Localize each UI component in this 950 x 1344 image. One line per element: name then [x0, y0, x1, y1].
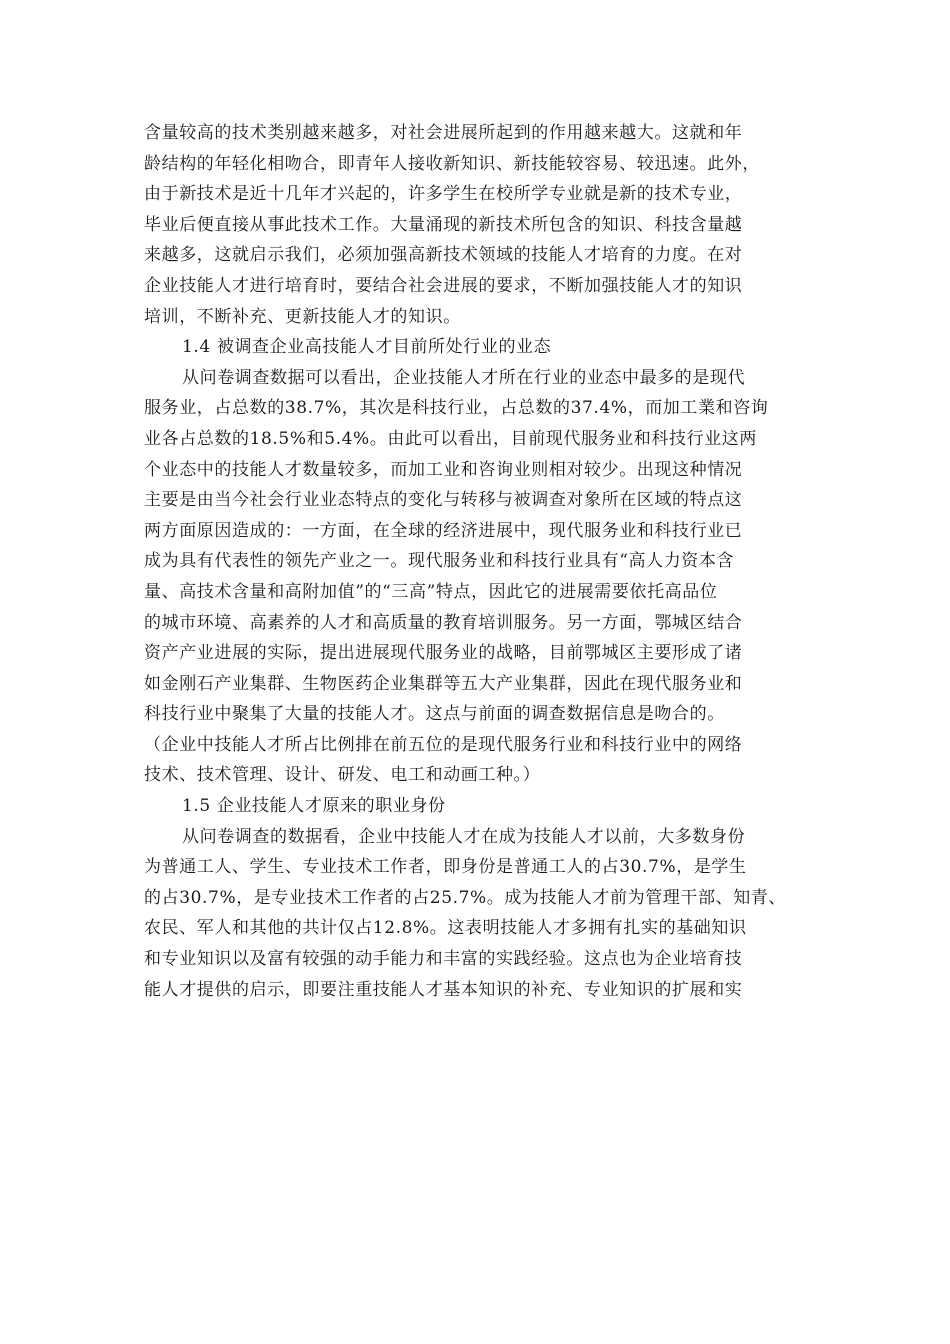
- text-line: 服务业，占总数的38.7%，其次是科技行业，占总数的37.4%，而加工業和咨询: [144, 398, 769, 419]
- text-line: 为普通工人、学生、专业技术工作者，即身份是普通工人的占30.7%，是学生: [144, 857, 747, 878]
- text-line: 培训，不断补充、更新技能人才的知识。: [144, 306, 461, 327]
- text-line: 企业技能人才进行培育时，要结合社会进展的要求，不断加强技能人才的知识: [144, 275, 743, 296]
- text-line: 的占30.7%，是专业技术工作者的占25.7%。成为技能人才前为管理干部、知青、: [144, 887, 787, 908]
- text-line: （企业中技能人才所占比例排在前五位的是现代服务行业和科技行业中的网络: [144, 734, 743, 755]
- text-line: 量、高技术含量和高附加值”的“三高”特点，因此它的进展需要依托高品位: [144, 581, 718, 602]
- text-line: 由于新技术是近十几年才兴起的，许多学生在校所学专业就是新的技术专业，: [144, 184, 743, 205]
- text-line: 能人才提供的启示，即要注重技能人才基本知识的补充、专业知识的扩展和实: [144, 979, 743, 1000]
- text-line: 的城市环境、高素养的人才和高质量的教育培训服务。另一方面，鄂城区结合: [144, 612, 743, 633]
- document-body: [144, 118, 826, 1005]
- text-line: 个业态中的技能人才数量较多，而加工业和咨询业则相对较少。出现这种情况: [144, 459, 743, 480]
- section-heading-1-5: 1.5 企业技能人才原来的职业身份: [182, 796, 446, 817]
- text-line: 主要是由当今社会行业业态特点的变化与转移与被调查对象所在区域的特点这: [144, 490, 743, 511]
- text-line: 成为具有代表性的领先产业之一。现代服务业和科技行业具有“高人力资本含: [144, 551, 735, 572]
- text-line: 龄结构的年轻化相吻合，即青年人接收新知识、新技能较容易、较迅速。此外，: [144, 153, 760, 174]
- text-line: 如金刚石产业集群、生物医药企业集群等五大产业集群，因此在现代服务业和: [144, 673, 743, 694]
- text-line: 科技行业中聚集了大量的技能人才。这点与前面的调查数据信息是吻合的。: [144, 704, 725, 725]
- text-line: 从问卷调查数据可以看出，企业技能人才所在行业的业态中最多的是现代: [182, 367, 746, 388]
- text-line: 含量较高的技术类别越来越多，对社会进展所起到的作用越来越大。这就和年: [144, 123, 743, 143]
- text-line: 资产产业进展的实际，提出进展现代服务业的战略，目前鄂城区主要形成了诸: [144, 643, 743, 664]
- text-line: 业各占总数的18.5%和5.4%。由此可以看出，目前现代服务业和科技行业这两: [144, 428, 757, 449]
- text-line: 从问卷调查的数据看，企业中技能人才在成为技能人才以前，大多数身份: [182, 826, 746, 847]
- text-line: 技术、技术管理、设计、研发、电工和动画工种。）: [144, 765, 541, 786]
- text-line: 农民、军人和其他的共计仅占12.8%。这表明技能人才多拥有扎实的基础知识: [144, 918, 747, 939]
- text-line: 和专业知识以及富有较强的动手能力和丰富的实践经验。这点也为企业培育技: [144, 949, 743, 970]
- section-heading-1-4: 1.4 被调查企业高技能人才目前所处行业的业态: [182, 337, 552, 358]
- text-line: 来越多，这就启示我们，必须加强高新技术领域的技能人才培育的力度。在对: [144, 245, 743, 266]
- text-line: 毕业后便直接从事此技术工作。大量涌现的新技术所包含的知识、科技含量越: [144, 214, 743, 235]
- text-line: 两方面原因造成的：一方面，在全球的经济进展中，现代服务业和科技行业已: [144, 520, 743, 541]
